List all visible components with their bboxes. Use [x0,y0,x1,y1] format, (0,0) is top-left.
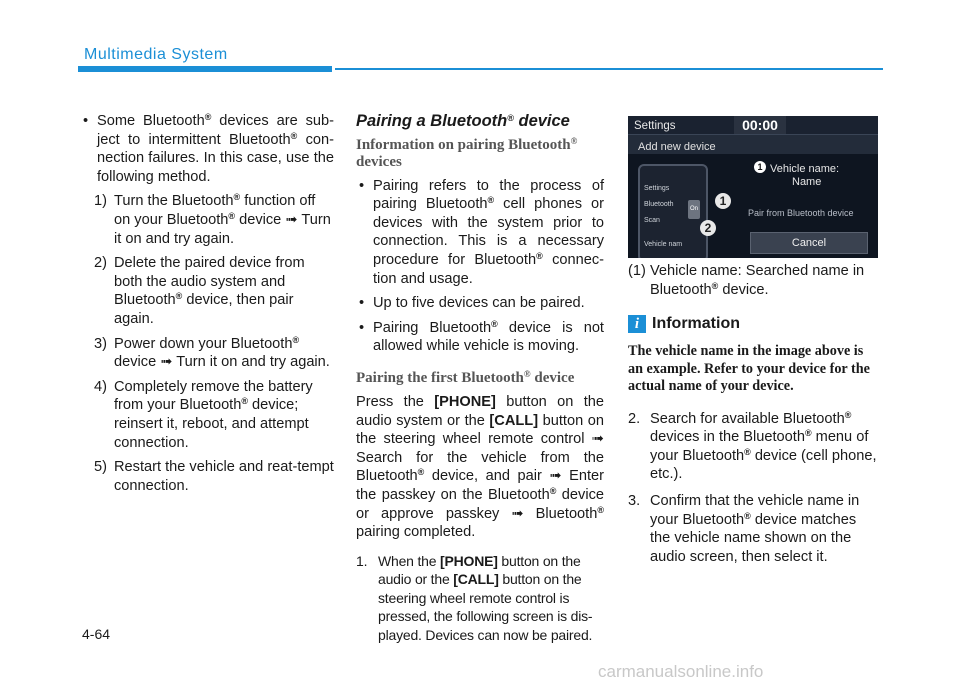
bullet-not-while-moving: • Pairing Bluetooth® device is not allowed while vehicle is moving. [356,319,604,356]
step-item-3: 3) Power down your Bluetooth® device ➟ Turn it on and try again. [94,334,330,371]
header-rule-thick [78,66,332,72]
callout-1-small: 1 [754,161,766,173]
info-icon: i [628,315,646,333]
phone-menu-bluetooth: Bluetooth [644,201,674,208]
page-number: 4-64 [82,626,111,642]
caption-vehicle-name: (1) Vehicle name: Searched name in Bluetooth® device. [628,263,865,298]
bullet-pairing-definition: • Pairing refers to the process of pairing Bluetooth® cell phones or devices with the system prior to connection. This is a necessary procedure for Bluetooth® connec-tion and usage. [356,177,604,289]
screen-pair-instruction: Pair from Bluetooth device [748,208,854,218]
numbered-step-3: 3. Confirm that the vehicle name in your Bluetooth® device matches the vehicle name shown on the audio screen, then select it. [628,493,860,565]
step-item-5: 5) Restart the vehicle and reat-tempt connection. [94,459,334,494]
phone-menu-settings: Settings [644,185,670,192]
phone-bluetooth-on-toggle: On [688,200,700,219]
information-heading [628,315,878,335]
screen-settings-label: Settings [634,120,676,132]
bullet-five-devices: • Up to five devices can be paired. [356,294,604,313]
section-title-pairing: Pairing a Bluetooth® device [356,112,570,130]
column-middle [356,112,604,653]
step-item-4: 4) Completely remove the battery from your Bluetooth® device; reinsert it, reboot, and attempt connection. [94,378,313,451]
screen-vehicle-name-label: Vehicle name: [770,163,840,175]
head-unit-screen-image [628,116,878,258]
step-item-1: 1) Turn the Bluetooth® function off on your Bluetooth® device ➟ Turn it on and try again. [94,192,331,247]
paragraph-pairing-procedure: Press the [PHONE] button on the audio system or the [CALL] button on the steering wheel remote control ➟ Search for the vehicle from the Bluetooth® device, and pair ➟ Enter the passkey on the Bluetooth® device or approve passkey ➟ Bluetooth® pairing completed. [356,393,604,541]
numbered-step-1: 1. When the [PHONE] button on the audio or the [CALL] button on the steering wheel remote control is pressed, the following screen is dis-played. Devices can now be paired. [356,552,593,644]
subsection-title-first-device: Pairing the first Bluetooth® device [356,368,575,386]
section-header-title: Multimedia System [84,46,228,63]
information-body: The vehicle name in the image above is an example. Refer to your device for the actual name of your device. [628,343,870,395]
information-title: Information [652,315,740,333]
screen-clock: 00:00 [734,116,786,134]
screen-add-device-label: Add new device [638,141,716,153]
callout-2: 2 [700,220,716,236]
phone-menu-vehicle-name: Vehicle nam [644,241,683,248]
screen-cancel-button: Cancel [750,232,868,254]
subsection-title-info: Information on pairing Bluetooth® devices [356,135,578,170]
watermark: carmanualsonline.info [598,662,764,681]
header-rule-thin [335,68,883,70]
step-item-2: 2) Delete the paired device from both the audio system and Bluetooth® device, then pair again. [94,255,305,327]
column-right [628,116,878,574]
bullet-intermittent-failures: • Some Bluetooth® devices are sub-ject to intermittent Bluetooth® con-nection failures. In this case, use the following method. [80,112,334,186]
screen-vehicle-name-value: Name [792,176,822,188]
column-left [80,112,334,501]
phone-menu-scan: Scan [644,217,660,224]
phone-illustration [638,164,708,258]
numbered-step-2: 2. Search for available Bluetooth® devices in the Bluetooth® menu of your Bluetooth® device (cell phone, etc.). [628,409,877,483]
callout-1: 1 [715,193,731,209]
